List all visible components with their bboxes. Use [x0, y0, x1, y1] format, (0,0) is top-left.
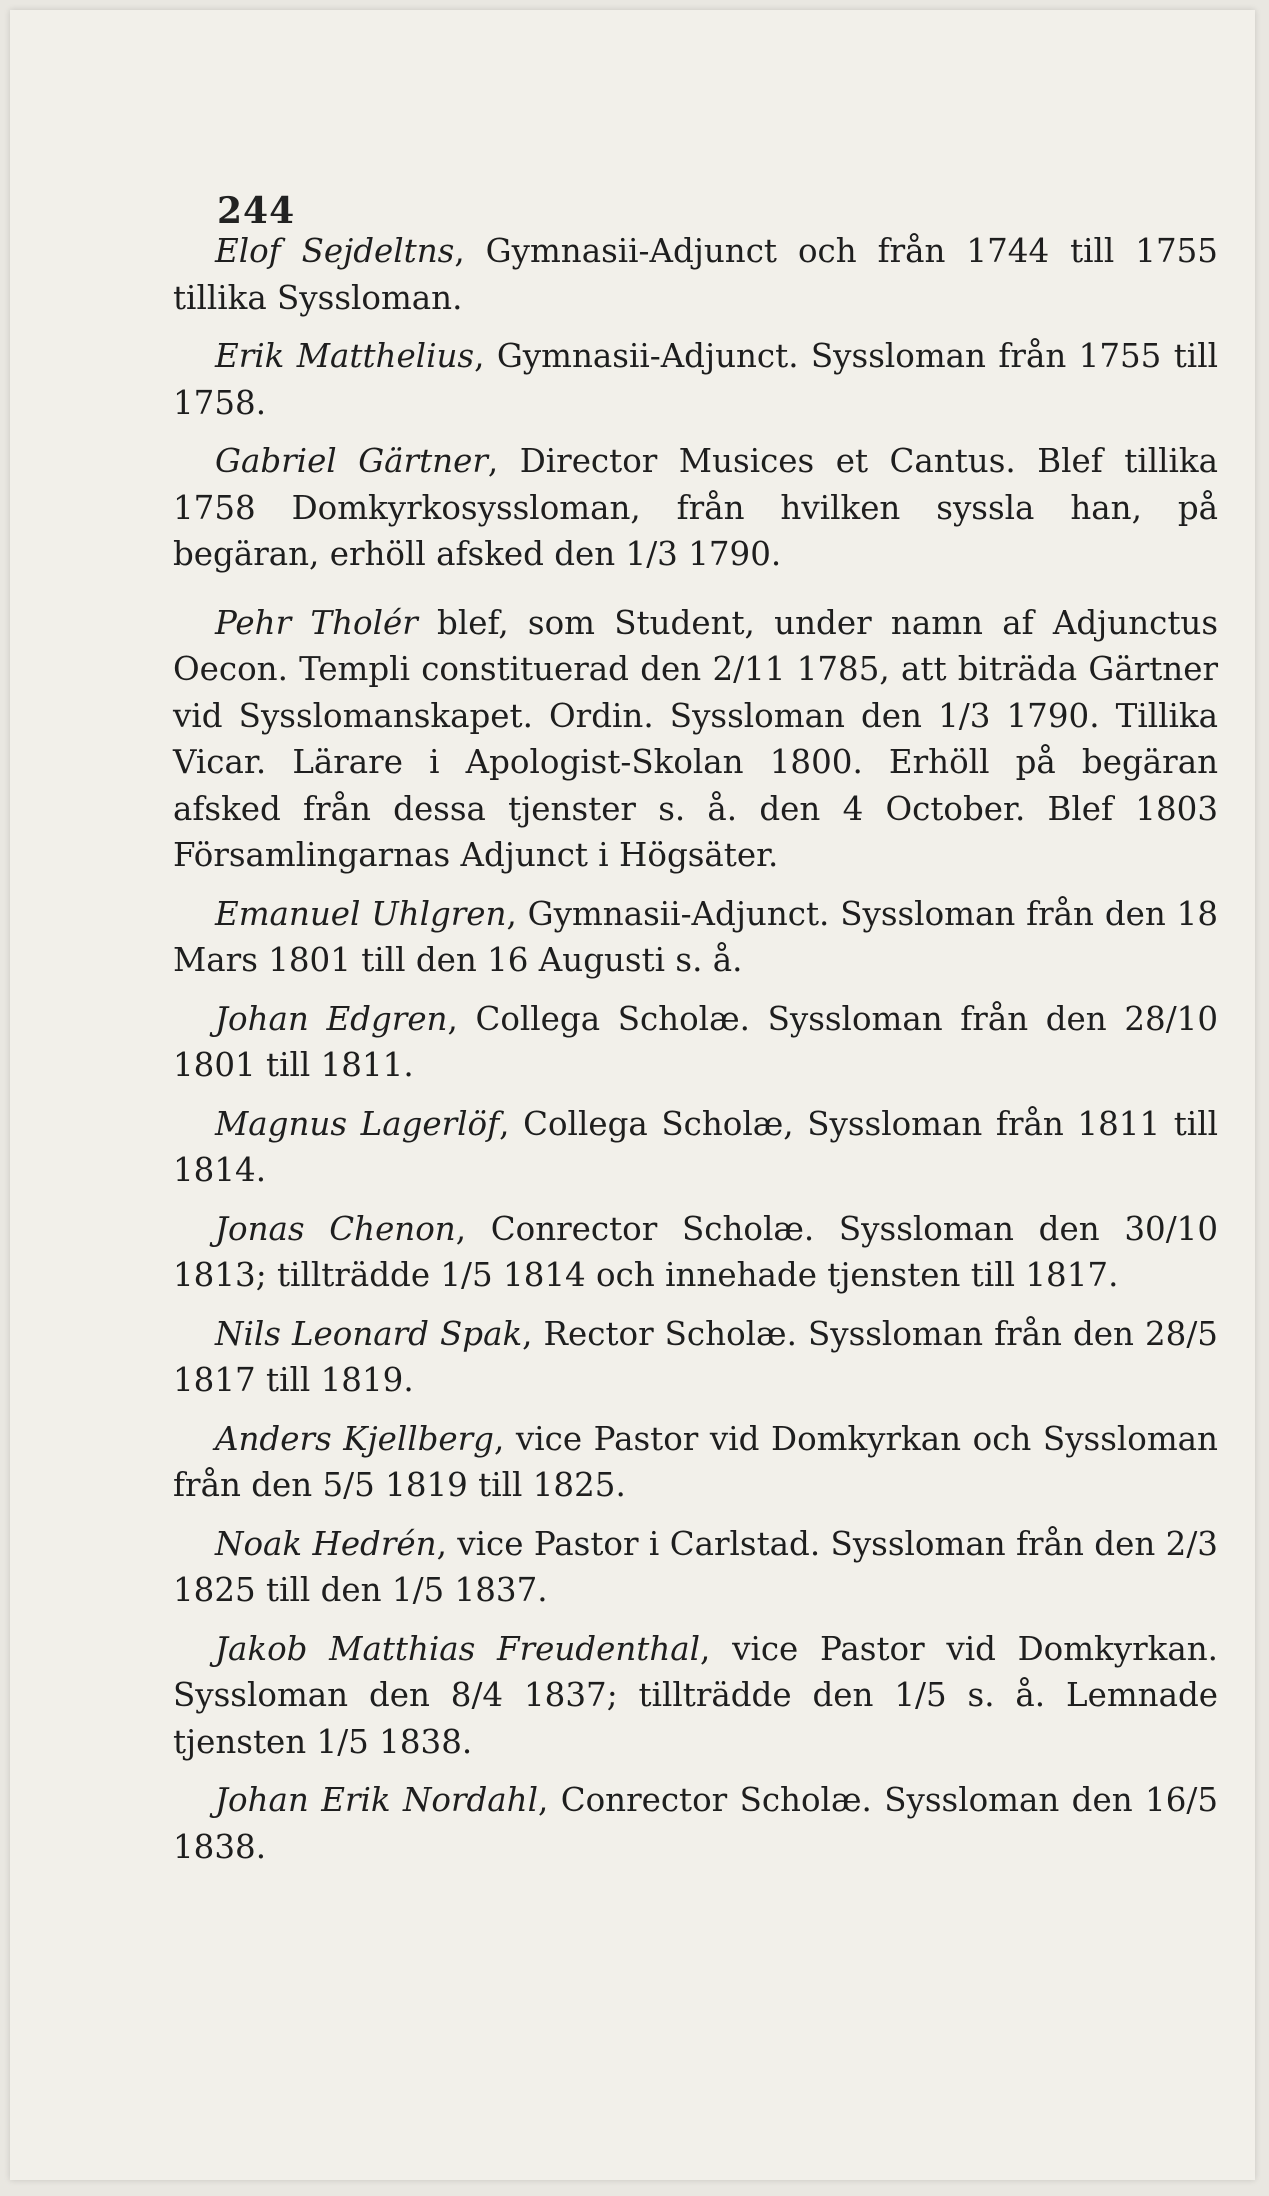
list-item: [173, 1626, 1218, 1766]
person-name: Elof Sejdeltns: [215, 232, 455, 270]
entry-text: , Conrector Scholæ. Syssloman den 30/10 1813; tillträdde 1/5 1814 och innehade tjensten till 1817.: [173, 1209, 1219, 1294]
list-item: [173, 1101, 1218, 1194]
list-item: [173, 1416, 1218, 1509]
entry-text: , Collega Scholæ, Syssloman från 1811 till 1814.: [173, 1104, 1218, 1189]
page-number: 244: [217, 190, 296, 232]
person-name: Magnus Lagerlöf: [215, 1104, 500, 1143]
list-item: [173, 891, 1218, 984]
list-item: [173, 1777, 1218, 1870]
list-item: [173, 1521, 1218, 1614]
person-name: Jonas Chenon: [215, 1209, 456, 1248]
list-item: [173, 996, 1218, 1089]
entry-text: , Gymnasii-Adjunct. Syssloman från 1755 till 1758.: [173, 337, 1218, 422]
entry-text: , Collega Scholæ. Syssloman från den 28/10 1801 till 1811.: [173, 999, 1219, 1084]
person-name: Erik Matthelius: [215, 337, 475, 375]
person-name: Nils Leonard Spak: [215, 1314, 523, 1353]
list-item: [173, 333, 1218, 426]
list-item: [173, 600, 1218, 879]
person-name: Anders Kjellberg: [215, 1419, 494, 1458]
person-name: Jakob Matthias Freudenthal: [215, 1629, 701, 1668]
syssloman-list: [173, 228, 1218, 1882]
person-name: Noak Hedrén: [215, 1524, 437, 1563]
person-name: Johan Edgren: [215, 999, 448, 1038]
list-item: [173, 438, 1218, 578]
person-name: Gabriel Gärtner: [215, 442, 488, 480]
list-item: [173, 1206, 1218, 1299]
entry-text: , vice Pastor i Carlstad. Syssloman från den 2/3 1825 till den 1/5 1837.: [173, 1524, 1218, 1609]
person-name: Johan Erik Nordahl: [215, 1781, 538, 1819]
list-item: [173, 228, 1218, 321]
entry-text: , vice Pastor vid Domkyrkan och Syssloman från den 5/5 1819 till 1825.: [173, 1419, 1218, 1504]
entry-text: , Gymnasii-Adjunct. Syssloman från den 18 Mars 1801 till den 16 Augusti s. å.: [173, 894, 1218, 979]
entry-text: , Director Musices et Cantus. Blef tillika 1758 Domkyrkosyssloman, från hvilken syssla han, på begäran, erhöll afsked den 1/3 1790.: [173, 442, 1218, 573]
book-page: [10, 10, 1255, 2180]
person-name: Emanuel Uhlgren: [215, 894, 507, 933]
person-name: Pehr Tholér: [215, 603, 418, 642]
entry-text: blef, som Student, under namn af Adjunctus Oecon. Templi constituerad den 2/11 1785, att biträda Gärtner vid Sysslomanskapet. Ordin. Syssloman den 1/3 1790. Tillika Vicar. Lärare i Apologist-Skolan 1800. Erhöll på begäran afsked från dessa tjenster s. å. den 4 October. Blef 1803 Församlingarnas Adjunct i Högsäter.: [173, 603, 1218, 874]
entry-text: , Conrector Scholæ. Syssloman den 16/5 1838.: [173, 1781, 1218, 1866]
entry-text: , Rector Scholæ. Syssloman från den 28/5 1817 till 1819.: [173, 1314, 1218, 1399]
entry-text: , vice Pastor vid Domkyrkan. Syssloman den 8/4 1837; tillträdde den 1/5 s. å. Lemnade tjensten 1/5 1838.: [173, 1629, 1218, 1761]
entry-text: , Gymnasii-Adjunct och från 1744 till 1755 tillika Syssloman.: [173, 232, 1218, 317]
list-item: [173, 1311, 1218, 1404]
